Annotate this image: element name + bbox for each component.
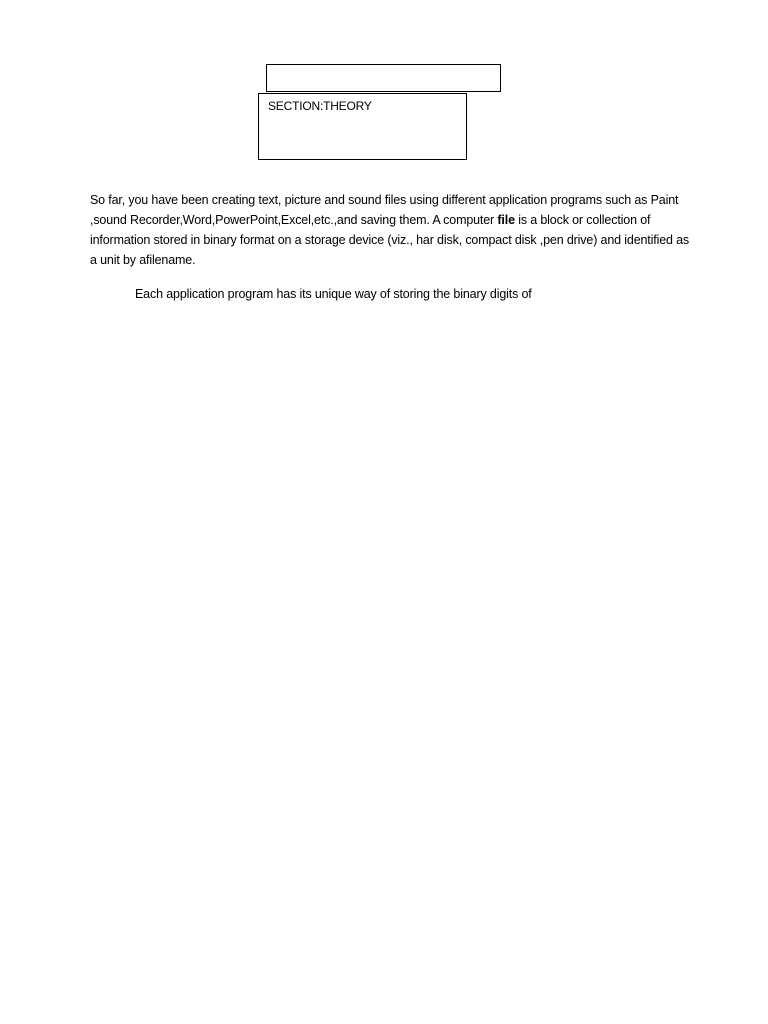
section-box <box>258 93 467 160</box>
file-term: file <box>497 213 515 227</box>
title-box <box>266 64 501 92</box>
intro-text-end: is a block or collection of information stored in binary format on a storage device (viz., har disk, compact disk ,pen drive) and identified as a unit by afilename. <box>90 213 690 267</box>
intro-paragraph <box>90 190 690 270</box>
section-label: SECTION:THEORY <box>268 99 372 113</box>
second-paragraph: Each application program has its unique way of storing the binary digits of <box>135 287 532 301</box>
intro-text-start: So far, you have been creating text, picture and sound files using different application programs such as Paint ,sound Recorder,Word,PowerPoint,Excel,etc.,and saving them. A computer <box>90 193 679 227</box>
